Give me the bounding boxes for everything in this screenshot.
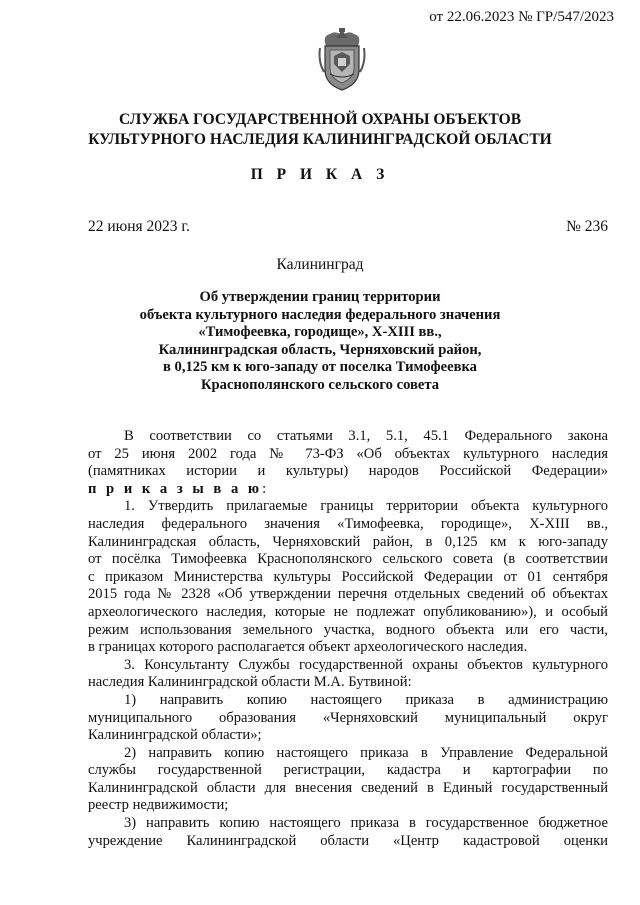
item3-line: 3. Консультанту Службы государственной охраны объектов культурного <box>124 656 608 673</box>
subject-line: «Тимофеевка, городище», X-XIII вв., <box>198 324 442 341</box>
preamble-line: (памятниках истории и культуры) народов Российской Федерации» <box>88 463 608 480</box>
subitem2-line: службы государственной регистрации, кадастра и картографии по <box>88 762 608 779</box>
item1-line: Калининградская область, Черняховский район, в 0,125 км к юго-западу <box>88 533 608 550</box>
subitem2-line: реестр недвижимости; <box>88 797 229 814</box>
item1-line: наследия федерального значения «Тимофеевка, городище», X-XIII вв., <box>88 515 608 532</box>
subject-line: объекта культурного наследия федерального значения <box>139 306 501 323</box>
order-title: П Р И К А З <box>250 166 390 183</box>
organization-line-2: КУЛЬТУРНОГО НАСЛЕДИЯ КАЛИНИНГРАДСКОЙ ОБЛАСТИ <box>88 131 552 148</box>
order-city: Калининград <box>276 256 364 273</box>
order-subject <box>100 289 540 395</box>
subitem3-line: 3) направить копию настоящего приказа в государственное бюджетное <box>124 815 608 832</box>
order-number: № 236 <box>566 218 608 235</box>
subject-line: Краснополянского сельского совета <box>200 376 440 393</box>
item1-line: от посёлка Тимофеевка Краснополянского сельского совета (в соответствии <box>88 551 608 568</box>
item1-line: с приказом Министерства культуры Российской Федерации от 01 сентября <box>88 568 608 585</box>
preamble-line: В соответствии со статьями 3.1, 5.1, 45.1 Федерального закона <box>124 428 608 444</box>
organization-line-1: СЛУЖБА ГОСУДАРСТВЕННОЙ ОХРАНЫ ОБЪЕКТОВ <box>118 111 522 128</box>
item1-line: 1. Утвердить прилагаемые границы территории объекта культурного <box>124 498 608 515</box>
subject-line: в 0,125 км к юго-западу от поселка Тимофеевка <box>163 359 477 376</box>
subject-line: Об утверждении границ территории <box>199 289 441 305</box>
item3-line: наследия Калининградской области М.А. Бутвиной: <box>88 674 412 691</box>
preamble-line: от 25 июня 2002 года № 73-ФЗ «Об объектах культурного наследия <box>88 445 608 462</box>
order-body <box>88 428 608 850</box>
subitem1-line: Калининградской области»; <box>88 727 262 744</box>
item1-line: режим использования земельного участка, водного объекта или его части, <box>88 621 608 638</box>
decree-word: п р и к а з ы в а ю <box>88 480 263 497</box>
order-date: 22 июня 2023 г. <box>88 218 190 235</box>
coat-of-arms-emblem-icon <box>318 28 366 92</box>
subitem2-line: Калининградской области для внесения сведений в Единый государственный <box>88 779 608 796</box>
decree-colon: : <box>262 480 267 497</box>
item1-line: 2015 года № 2328 «Об утверждении перечня отдельных сведений об объектах <box>88 586 608 603</box>
subitem2-line: 2) направить копию настоящего приказа в Управление Федеральной <box>124 744 608 761</box>
registration-reference: от 22.06.2023 № ГР/547/2023 <box>429 9 614 25</box>
subitem1-line: муниципального образования «Черняховский муниципальный округ <box>88 709 608 726</box>
item1-line: археологического наследия, которые не подлежат опубликованию»), и особый <box>88 603 608 620</box>
decree-line <box>88 481 608 499</box>
item1-line: в границах которого располагается объект археологического наследия. <box>88 639 528 656</box>
subitem1-line: 1) направить копию настоящего приказа в администрацию <box>124 691 608 708</box>
subject-line: Калининградская область, Черняховский район, <box>158 341 482 358</box>
subitem3-line: учреждение Калининградской области «Центр кадастровой оценки <box>88 832 608 849</box>
organization-name <box>60 110 580 150</box>
